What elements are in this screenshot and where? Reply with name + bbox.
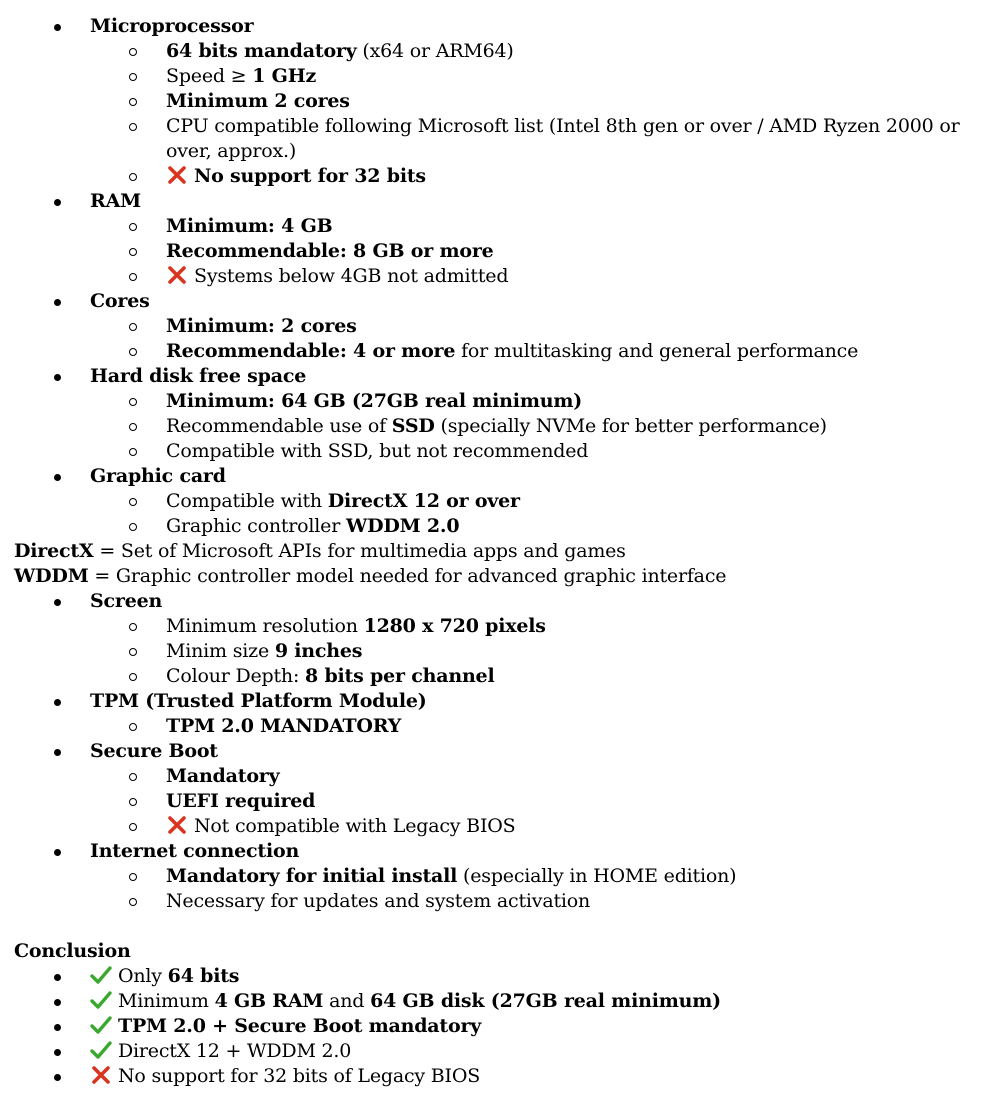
list-item — [90, 1014, 481, 1039]
list-item — [90, 464, 226, 489]
bold-text: TPM 2.0 + Secure Boot mandatory — [118, 1015, 482, 1037]
bullet-icon — [54, 299, 61, 306]
paragraph-line — [14, 539, 626, 564]
bold-text: WDDM 2.0 — [345, 515, 460, 537]
bold-text: 9 inches — [274, 640, 363, 662]
bold-text: Mandatory — [166, 765, 280, 787]
list-item — [90, 589, 162, 614]
bold-text: 4 GB RAM — [214, 990, 324, 1012]
list-item — [90, 989, 721, 1014]
bold-text: 64 bits mandatory — [166, 40, 357, 62]
sub-list-item — [166, 614, 546, 639]
list-item — [90, 839, 299, 864]
sub-list-item — [166, 889, 590, 914]
sub-list-item — [166, 764, 279, 789]
circle-bullet-icon — [129, 773, 137, 781]
cross-icon — [166, 265, 188, 285]
paragraph-line — [14, 939, 131, 964]
circle-bullet-icon — [129, 673, 137, 681]
sub-list-item — [166, 164, 426, 189]
sub-list-item — [166, 389, 582, 414]
circle-bullet-icon — [129, 248, 137, 256]
bullet-icon — [54, 1049, 61, 1056]
text: Compatible with — [166, 490, 328, 512]
bold-text: Recommendable: 8 GB or more — [166, 240, 494, 262]
bullet-icon — [54, 849, 61, 856]
text: Not compatible with Legacy BIOS — [194, 815, 516, 837]
circle-bullet-icon — [129, 48, 137, 56]
bold-text: 8 bits per channel — [305, 665, 495, 687]
paragraph-line — [14, 564, 726, 589]
circle-bullet-icon — [129, 123, 137, 131]
bullet-icon — [54, 474, 61, 481]
circle-bullet-icon — [129, 898, 137, 906]
sub-list-item — [166, 814, 515, 839]
bold-text: Cores — [90, 290, 150, 312]
list-item — [90, 964, 239, 989]
text: (x64 or ARM64) — [356, 40, 514, 62]
circle-bullet-icon — [129, 323, 137, 331]
bold-text: SSD — [391, 415, 435, 437]
text: = Graphic controller model needed for advanced graphic interface — [88, 565, 727, 587]
sub-list-item — [166, 789, 315, 814]
list-item — [90, 739, 218, 764]
sub-list-item — [166, 664, 494, 689]
check-icon — [90, 990, 112, 1010]
bold-text: WDDM — [14, 565, 89, 587]
sub-list-item — [166, 239, 494, 264]
sub-list-item — [166, 439, 588, 464]
text: DirectX 12 + WDDM 2.0 — [118, 1040, 352, 1062]
bullet-icon — [54, 24, 61, 31]
circle-bullet-icon — [129, 223, 137, 231]
circle-bullet-icon — [129, 273, 137, 281]
sub-list-item — [166, 489, 520, 514]
bold-text: Recommendable: 4 or more — [166, 340, 456, 362]
bold-text: Hard disk free space — [90, 365, 307, 387]
bold-text: Minimum 2 cores — [166, 90, 350, 112]
bullet-icon — [54, 1024, 61, 1031]
text: Recommendable use of — [166, 415, 392, 437]
bold-text: No support for 32 bits — [194, 165, 426, 187]
sub-list-item — [166, 514, 459, 539]
sub-list-item — [166, 414, 827, 439]
circle-bullet-icon — [129, 523, 137, 531]
cross-icon — [90, 1065, 112, 1085]
sub-list-item — [166, 639, 362, 664]
cross-icon — [166, 815, 188, 835]
bold-text: DirectX — [14, 540, 94, 562]
bold-text: Secure Boot — [90, 740, 218, 762]
text: Systems below 4GB not admitted — [194, 265, 509, 287]
bullet-icon — [54, 749, 61, 756]
bullet-icon — [54, 974, 61, 981]
list-item — [90, 189, 141, 214]
text: Minimum resolution — [166, 615, 364, 637]
bullet-icon — [54, 199, 61, 206]
bullet-icon — [54, 599, 61, 606]
circle-bullet-icon — [129, 423, 137, 431]
circle-bullet-icon — [129, 723, 137, 731]
bullet-icon — [54, 374, 61, 381]
bold-text: Mandatory for initial install — [166, 865, 458, 887]
bold-text: TPM (Trusted Platform Module) — [90, 690, 427, 712]
circle-bullet-icon — [129, 648, 137, 656]
list-item — [90, 364, 306, 389]
bold-text: RAM — [90, 190, 141, 212]
sub-list-item — [166, 39, 514, 64]
bold-text: Minimum: 64 GB (27GB real minimum) — [166, 390, 583, 412]
bold-text: 1280 x 720 pixels — [363, 615, 546, 637]
bold-text: 64 GB disk (27GB real minimum) — [370, 990, 721, 1012]
check-icon — [90, 1015, 112, 1035]
text: Speed ≥ — [166, 65, 253, 87]
text: for multitasking and general performance — [455, 340, 859, 362]
bullet-icon — [54, 699, 61, 706]
text: No support for 32 bits of Legacy BIOS — [118, 1065, 481, 1087]
text: (especially in HOME edition) — [457, 865, 737, 887]
circle-bullet-icon — [129, 623, 137, 631]
sub-list-item — [166, 214, 332, 239]
sub-list-item — [166, 339, 858, 364]
bullet-icon — [54, 999, 61, 1006]
circle-bullet-icon — [129, 98, 137, 106]
circle-bullet-icon — [129, 498, 137, 506]
bold-text: TPM 2.0 MANDATORY — [166, 715, 402, 737]
bold-text: Internet connection — [90, 840, 300, 862]
circle-bullet-icon — [129, 448, 137, 456]
bullet-icon — [54, 1074, 61, 1081]
text: Only — [118, 965, 168, 987]
circle-bullet-icon — [129, 823, 137, 831]
list-item — [90, 1039, 351, 1064]
sub-list-item — [166, 864, 736, 889]
list-item — [90, 14, 253, 39]
text: (specially NVMe for better performance) — [434, 415, 827, 437]
circle-bullet-icon — [129, 873, 137, 881]
text: Graphic controller — [166, 515, 346, 537]
text: over, approx.) — [166, 140, 297, 162]
bold-text: 1 GHz — [252, 65, 317, 87]
bold-text: Microprocessor — [90, 15, 254, 37]
text: Compatible with SSD, but not recommended — [166, 440, 589, 462]
sub-list-item — [166, 139, 296, 164]
sub-list-item — [166, 114, 959, 139]
text: Minim size — [166, 640, 275, 662]
bold-text: 64 bits — [167, 965, 240, 987]
sub-list-item — [166, 314, 357, 339]
bold-text: Minimum: 2 cores — [166, 315, 357, 337]
bold-text: Conclusion — [14, 940, 131, 962]
sub-list-item — [166, 64, 316, 89]
sub-list-item — [166, 714, 401, 739]
bold-text: DirectX 12 or over — [327, 490, 520, 512]
text: Minimum — [118, 990, 215, 1012]
list-item — [90, 1064, 480, 1089]
circle-bullet-icon — [129, 173, 137, 181]
text: = Set of Microsoft APIs for multimedia apps and games — [93, 540, 626, 562]
circle-bullet-icon — [129, 398, 137, 406]
bold-text: Screen — [90, 590, 163, 612]
text: Colour Depth: — [166, 665, 306, 687]
check-icon — [90, 965, 112, 985]
bold-text: Graphic card — [90, 465, 226, 487]
sub-list-item — [166, 264, 508, 289]
text: Necessary for updates and system activation — [166, 890, 591, 912]
list-item — [90, 689, 427, 714]
list-item — [90, 289, 150, 314]
bold-text: UEFI required — [166, 790, 316, 812]
circle-bullet-icon — [129, 73, 137, 81]
text: and — [323, 990, 371, 1012]
sub-list-item — [166, 89, 350, 114]
circle-bullet-icon — [129, 798, 137, 806]
circle-bullet-icon — [129, 348, 137, 356]
text: CPU compatible following Microsoft list (Intel 8th gen or over / AMD Ryzen 2000 or — [166, 115, 960, 137]
check-icon — [90, 1040, 112, 1060]
cross-icon — [166, 165, 188, 185]
bold-text: Minimum: 4 GB — [166, 215, 333, 237]
